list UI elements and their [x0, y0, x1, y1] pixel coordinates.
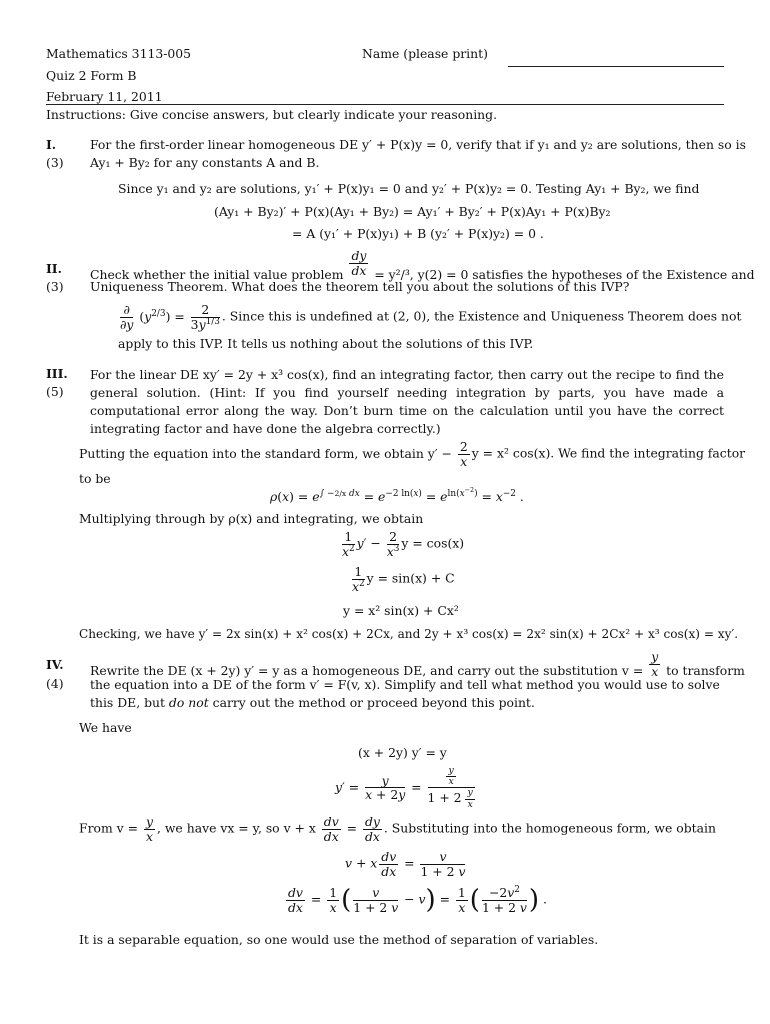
instructions: Instructions: Give concise answers, but clearly indicate your reasoning.	[46, 107, 498, 122]
y-over-x: $\frac{y}{x}$	[651, 649, 659, 679]
solution-conclusion: It is a separable equation, so one would use the method of separation of variables.	[79, 932, 599, 947]
two-over-x: $\frac{2}{x}$	[459, 439, 468, 469]
solution-text-inline: , we have vx = y, so v + x	[156, 820, 316, 836]
problem-statement-cont: Ay₁ + By₂ for any constants A and B.	[90, 155, 320, 170]
equation-rhs: y = cos(x)	[401, 535, 465, 551]
derivative-result: $\frac{2}{3y^{1/3}}$	[190, 302, 220, 332]
equation: $\frac{1}{x^2}$ y′ − $\frac{2}{x^3}$ y = cos(x)	[342, 529, 465, 559]
equation: (Ay₁ + By₂)′ + P(x)(Ay₁ + By₂) = Ay₁′ + By₂′ + P(x)Ay₁ + P(x)By₂	[214, 204, 611, 219]
partial-derivative: $\frac{\partial}{\partial y}$	[120, 302, 134, 332]
solution-text-cont: to be	[79, 471, 111, 486]
solution-text-inline: From v =	[79, 820, 138, 836]
solution-text: Since y₁ and y₂ are solutions, y₁′ + P(x)y₁ = 0 and y₂′ + P(x)y₂ = 0. Testing Ay₁ + By₂, we find	[118, 181, 700, 196]
quiz-date: February 11, 2011	[46, 89, 163, 104]
statement-text: to transform	[666, 662, 745, 678]
equation-rhs: y = sin(x) + C	[366, 570, 455, 586]
solution-text: We have	[79, 720, 132, 735]
statement-text: this DE, but	[90, 695, 165, 710]
solution-text-inline: Putting the equation into the standard form, we obtain y′ −	[79, 445, 452, 461]
solution-text-inline: y = x² cos(x). We find the integrating factor	[471, 445, 746, 461]
problem-number: II.	[46, 261, 62, 276]
solution-check: Checking, we have y′ = 2x sin(x) + x² cos(x) + 2Cx, and 2y + x³ cos(x) = 2x² sin(x) + 2Cx² + x³ cos(x) = xy′.	[79, 627, 739, 641]
problem-number: IV.	[46, 657, 64, 672]
equation: $\frac{dv}{dx}$ = $\frac{1}{x}$ ( $\frac{v}{1 + 2 v}$ − v) = $\frac{1}{x}$ ( $\frac{-2v^2}{1 + 2 v}$ ) .	[288, 885, 547, 916]
statement-text: Rewrite the DE (x + 2y) y′ = y as a homogeneous DE, and carry out the substitution v =	[90, 662, 644, 678]
header-rule	[46, 104, 724, 105]
problem-statement: For the first-order linear homogeneous DE y′ + P(x)y = 0, verify that if y₁ and y₂ are solutions, then so is	[90, 137, 746, 152]
quiz-form: Quiz 2 Form B	[46, 68, 137, 83]
solution-text: $\frac{\partial}{\partial y}$ $(y^{2/3})$ = $\frac{2}{3y^{1/3}}$ . Since this is undefined at (2, 0), the Existence and Uniqueness Theorem does not	[120, 302, 742, 332]
problem-statement-cont	[90, 695, 535, 712]
problem-statement	[90, 248, 755, 282]
solution-text	[79, 440, 745, 468]
solution-text: Multiplying through by ρ(x) and integrating, we obtain	[79, 511, 424, 526]
equation: v + x $\frac{dv}{dx}$ = $\frac{v}{1 + 2 v}$	[345, 849, 466, 879]
equation: (x + 2y) y′ = y	[358, 745, 447, 760]
integrating-factor-equation: $\rho(x) = e^{\int -2/x dx} = e^{-2 ln(x)} = e^{ln(x^{-2})} = x^{-2}$ .	[270, 486, 524, 505]
problem-points: (3)	[46, 155, 64, 170]
equation: = A (y₁′ + P(x)y₁) + B (y₂′ + P(x)y₂) = 0 .	[292, 226, 544, 241]
solution-text: From v = $\frac{y}{x}$ , we have vx = y, so v + x $\frac{dv}{dx}$ = $\frac{dy}{dx}$ . Substituting into the homogeneous form, we obtain	[79, 814, 716, 844]
equation: y′ = $\frac{y}{x + 2y}$ = $\frac{y}{x}$ 1 + 2 $\frac{y}{x}$	[335, 765, 473, 810]
solution-text-inline: . Since this is undefined at (2, 0), the Existence and Uniqueness Theorem does not	[221, 308, 742, 324]
solution-text-cont: apply to this IVP. It tells us nothing about the solutions of this IVP.	[118, 336, 534, 351]
statement-text: Check whether the initial value problem	[90, 266, 344, 282]
course-title: Mathematics 3113-005	[46, 46, 192, 61]
problem-points: (5)	[46, 384, 64, 399]
dy-dx-fraction: $\frac{dy}{dx}$	[351, 248, 367, 278]
statement-text: = y²/³, y(2) = 0 satisfies the hypotheses of the Existence and	[374, 266, 755, 282]
emphasis-text: do not	[168, 695, 209, 710]
problem-statement-cont: Uniqueness Theorem. What does the theorem tell you about the solutions of this IVP?	[90, 279, 630, 294]
name-label: Name (please print)	[362, 46, 488, 61]
problem-statement-cont: the equation into a DE of the form v′ = F(v, x). Simplify and tell what method you would use to solve	[90, 677, 720, 692]
solution-text-inline: . Substituting into the homogeneous form, we obtain	[383, 820, 716, 836]
problem-points: (4)	[46, 676, 64, 691]
name-line	[508, 66, 724, 67]
problem-number: I.	[46, 137, 57, 152]
problem-points: (3)	[46, 279, 64, 294]
problem-statement	[90, 650, 745, 678]
equation: $\frac{1}{x^2}$ y = sin(x) + C	[352, 564, 455, 594]
equation: y = x² sin(x) + Cx²	[343, 603, 459, 618]
problem-statement: For the linear DE xy′ = 2y + x³ cos(x), find an integrating factor, then carry out the recipe to find the general solution. (Hint: If you find yourself needing integration by parts, you have made a computational error along the way. Don’t burn time on the calculation until you have the correct integrating factor and have done the algebra correctly.)	[90, 367, 724, 436]
statement-text: carry out the method or proceed beyond this point.	[212, 695, 535, 710]
problem-number: III.	[46, 366, 68, 381]
